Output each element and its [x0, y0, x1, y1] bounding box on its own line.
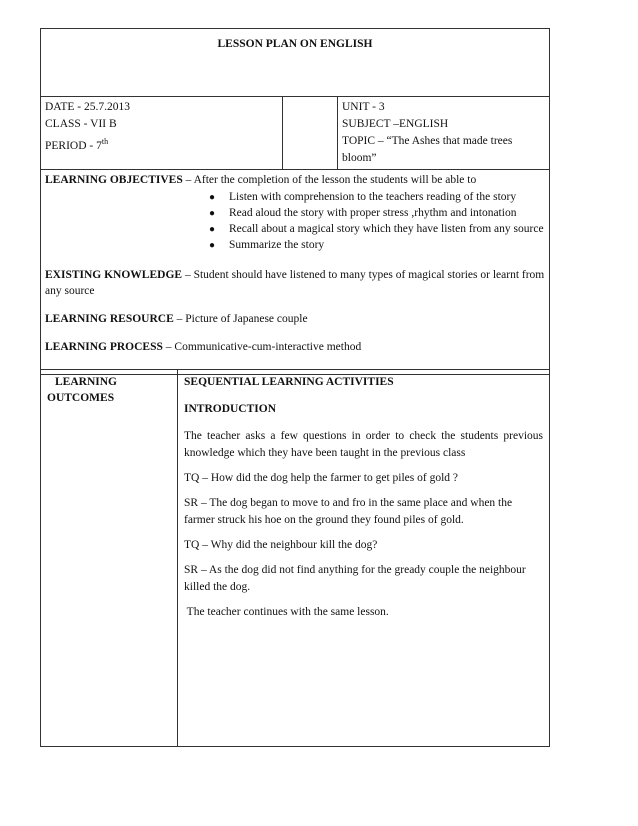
class-info-cell — [41, 97, 283, 170]
outcomes-label-line2: OUTCOMES — [47, 392, 115, 404]
objectives-heading — [45, 172, 545, 189]
list-item — [209, 222, 545, 237]
unit-info-cell — [338, 97, 550, 170]
list-item — [209, 190, 545, 205]
learning-process — [45, 339, 545, 355]
period-superscript: th — [101, 137, 109, 146]
date-text: DATE - 25.7.2013 — [45, 101, 130, 113]
outcomes-label-line1: LEARNING — [55, 376, 117, 388]
list-item — [209, 206, 545, 221]
objectives-label: LEARNING OBJECTIVES — [45, 174, 183, 186]
existing-knowledge — [45, 267, 545, 299]
bullet-icon: ● — [209, 224, 216, 235]
learning-resource — [45, 311, 545, 327]
activity-paragraph: The teacher continues with the same lesson. — [184, 606, 389, 618]
objectives-intro: – After the completion of the lesson the students will be able to — [182, 174, 477, 186]
existing-knowledge-text: – Student should have listened to many types of magical stories or learnt from any source — [45, 269, 545, 297]
activity-paragraph: TQ – How did the dog help the farmer to get piles of gold ? — [184, 472, 459, 484]
activity-paragraph: SR – As the dog did not find anything for the gready couple the neighbour killed the dog. — [184, 564, 526, 593]
topic-text-line1: TOPIC – “The Ashes that made trees — [342, 135, 513, 147]
introduction-heading: INTRODUCTION — [184, 403, 277, 415]
objective-text: Summarize the story — [229, 239, 325, 251]
page-title: LESSON PLAN ON ENGLISH — [41, 29, 550, 97]
list-item — [209, 238, 545, 253]
topic-text-line2: bloom” — [342, 152, 377, 164]
activity-paragraph: SR – The dog began to move to and fro in the same place and when the farmer struck his hoe on the ground they found piles of gold. — [184, 497, 513, 526]
empty-cell — [283, 97, 338, 170]
learning-resource-label: LEARNING RESOURCE — [45, 313, 174, 325]
bullet-icon: ● — [209, 192, 216, 203]
learning-process-label: LEARNING PROCESS — [45, 341, 163, 353]
objective-text: Listen with comprehension to the teachers reading of the story — [229, 191, 517, 203]
activities-heading: SEQUENTIAL LEARNING ACTIVITIES — [184, 376, 394, 388]
period-text: PERIOD - 7th — [45, 137, 109, 152]
activity-paragraph: TQ – Why did the neighbour kill the dog? — [184, 539, 378, 551]
activities-cell — [178, 370, 550, 747]
class-text: CLASS - VII B — [45, 118, 117, 130]
objectives-list — [209, 190, 545, 253]
outcomes-cell — [41, 370, 178, 747]
learning-process-text: – Communicative-cum-interactive method — [162, 341, 362, 353]
objective-text: Read aloud the story with proper stress ,rhythm and intonation — [229, 207, 517, 219]
existing-knowledge-label: EXISTING KNOWLEDGE — [45, 269, 183, 281]
subject-text: SUBJECT –ENGLISH — [342, 118, 449, 130]
learning-resource-text: – Picture of Japanese couple — [173, 313, 308, 325]
unit-text: UNIT - 3 — [342, 101, 385, 113]
lesson-plan-header-table — [40, 28, 550, 375]
activity-paragraph: The teacher asks a few questions in order to check the students previous knowledge which they have been taught in the previous class — [184, 430, 543, 459]
bullet-icon: ● — [209, 240, 216, 251]
objective-text: Recall about a magical story which they have listen from any source — [229, 223, 544, 235]
learning-activities-table — [40, 369, 550, 747]
lesson-details-cell — [41, 170, 550, 375]
bullet-icon: ● — [209, 208, 216, 219]
